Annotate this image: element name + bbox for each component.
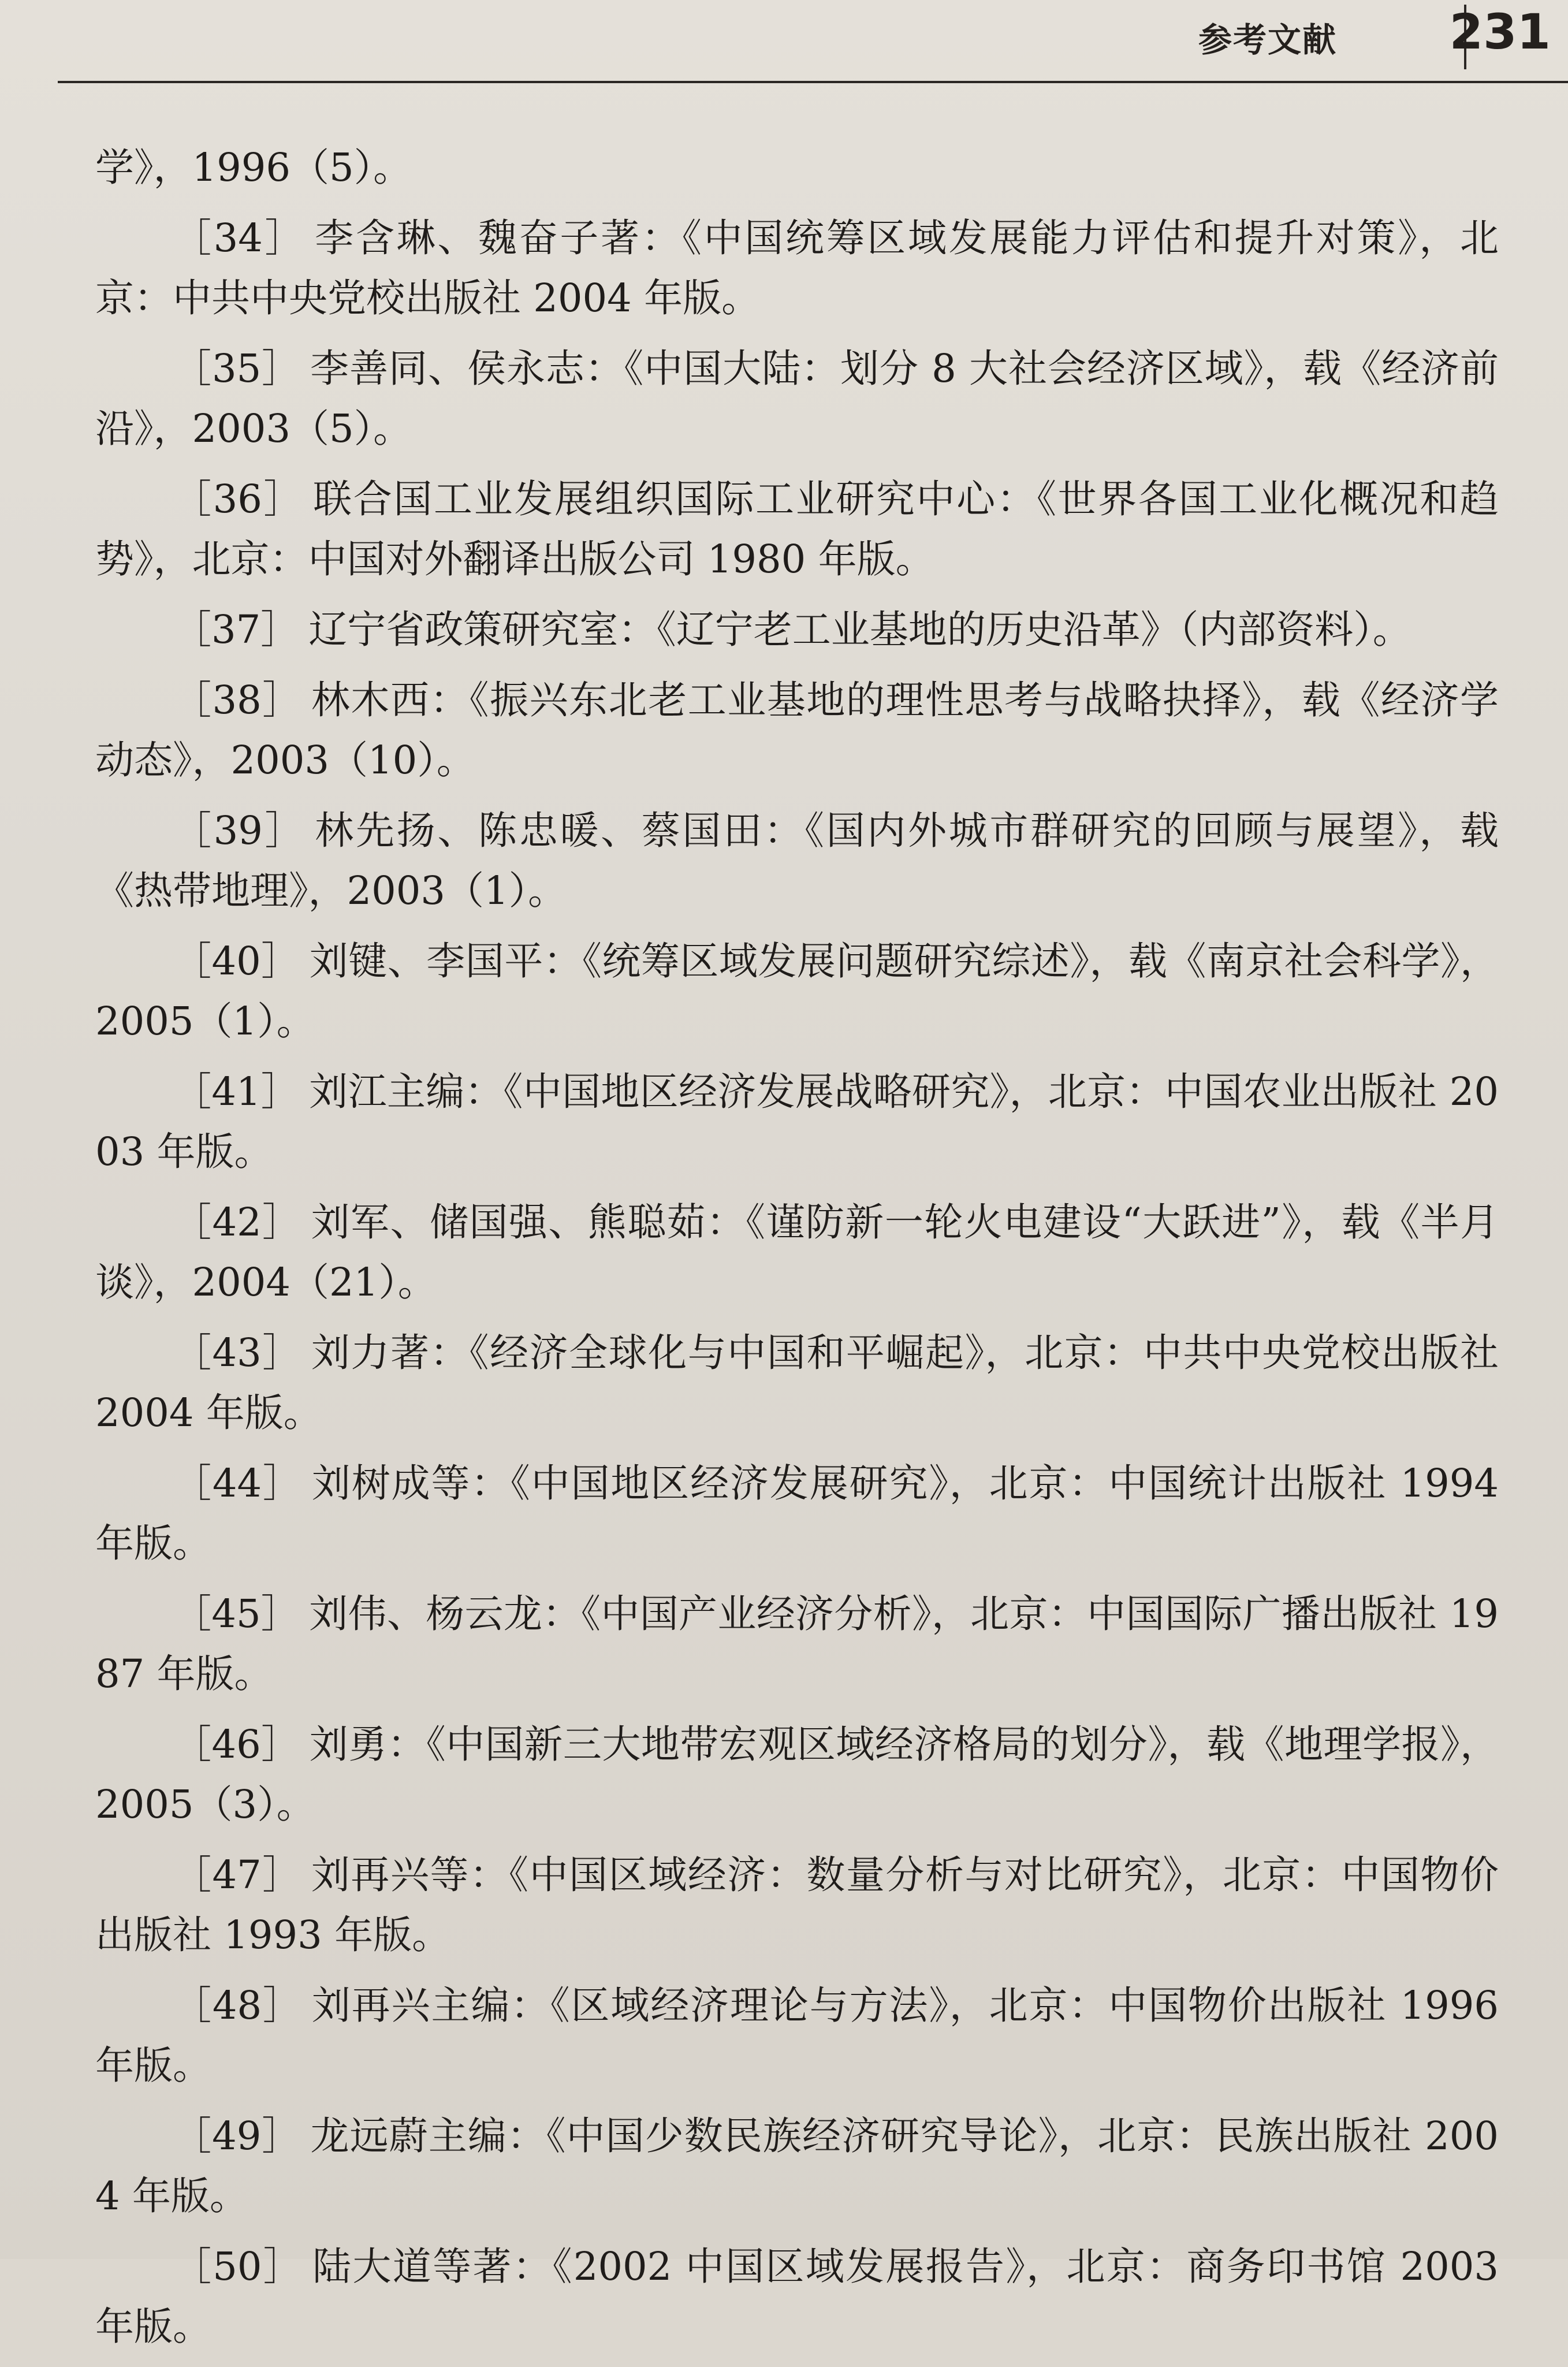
reference-text: 李含琳、魏奋子著：《中国统筹区域发展能力评估和提升对策》，北京：中共中央党校出版社 2004 年版。 [95, 215, 1499, 321]
reference-item [95, 1323, 1499, 1443]
reference-item [95, 801, 1499, 921]
reference-text: 刘再兴主编：《区域经济理论与方法》，北京：中国物价出版社 1996 年版。 [95, 1983, 1499, 2088]
header-rule [58, 81, 1568, 83]
page-header [58, 0, 1568, 95]
reference-number: ［36］ [173, 477, 304, 522]
reference-item [95, 1453, 1499, 1573]
reference-number: ［42］ [173, 1200, 302, 1245]
reference-text: 李善同、侯永志：《中国大陆：划分 8 大社会经济区域》，载《经济前沿》，2003（5）。 [95, 346, 1499, 451]
reference-text: 刘力著：《经济全球化与中国和平崛起》，北京：中共中央党校出版社 2004 年版。 [95, 1330, 1499, 1435]
reference-number: ［34］ [173, 215, 306, 260]
reference-item [95, 1975, 1499, 2096]
reference-text: 刘再兴等：《中国区域经济：数量分析与对比研究》，北京：中国物价出版社 1993 年版。 [95, 1852, 1499, 1957]
reference-item [95, 1714, 1499, 1834]
reference-number: ［40］ [173, 939, 300, 984]
reference-text: 联合国工业发展组织国际工业研究中心：《世界各国工业化概况和趋势》，北京：中国对外翻译出版公司 1980 年版。 [95, 477, 1499, 582]
reference-item [95, 931, 1499, 1051]
reference-text: 刘军、储国强、熊聪茹：《谨防新一轮火电建设“大跃进”》，载《半月谈》，2004（21）。 [95, 1200, 1499, 1305]
reference-item [95, 2236, 1499, 2357]
reference-item [95, 137, 1499, 198]
reference-list [95, 137, 1499, 2367]
reference-text: 林木西：《振兴东北老工业基地的理性思考与战略抉择》，载《经济学动态》，2003（10）。 [95, 678, 1499, 783]
reference-text: 刘勇：《中国新三大地带宏观区域经济格局的划分》，载《地理学报》，2005（3）。 [95, 1722, 1499, 1827]
reference-text: 龙远蔚主编：《中国少数民族经济研究导论》，北京：民族出版社 2004 年版。 [95, 2113, 1499, 2219]
reference-item [95, 670, 1499, 790]
reference-number: ［46］ [173, 1722, 300, 1767]
reference-item [95, 208, 1499, 328]
reference-text: 陆大道等著：《2002 中国区域发展报告》，北京：商务印书馆 2003 年版。 [95, 2244, 1499, 2349]
reference-number: ［45］ [173, 1591, 300, 1636]
reference-item [95, 469, 1499, 589]
reference-item [95, 1062, 1499, 1182]
reference-text: 学》，1996（5）。 [95, 145, 412, 190]
reference-number: ［50］ [173, 2244, 304, 2289]
page-number: 231 [1449, 3, 1551, 60]
reference-number: ［48］ [173, 1983, 303, 2028]
reference-item [95, 600, 1499, 660]
reference-text: 辽宁省政策研究室：《辽宁老工业基地的历史沿革》（内部资料）。 [308, 607, 1411, 652]
reference-text: 刘伟、杨云龙：《中国产业经济分析》，北京：中国国际广播出版社 1987 年版。 [95, 1591, 1499, 1696]
reference-text: 林先扬、陈忠暖、蔡国田：《国内外城市群研究的回顾与展望》，载《热带地理》，2003（1）。 [95, 808, 1499, 913]
reference-number: ［35］ [173, 346, 301, 391]
running-head: 参考文献 [1198, 20, 1337, 59]
reference-number: ［37］ [173, 607, 300, 652]
reference-number: ［49］ [173, 2113, 301, 2158]
reference-number: ［47］ [173, 1852, 302, 1897]
reference-item [95, 1845, 1499, 1965]
reference-number: ［38］ [173, 678, 302, 723]
reference-number: ［43］ [173, 1330, 302, 1375]
reference-text: 刘键、李国平：《统筹区域发展问题研究综述》，载《南京社会科学》，2005（1）。 [95, 939, 1499, 1044]
reference-number: ［41］ [173, 1069, 300, 1114]
reference-item [95, 338, 1499, 459]
reference-number: ［39］ [173, 808, 306, 853]
reference-item [95, 1192, 1499, 1312]
reference-text: 刘树成等：《中国地区经济发展研究》，北京：中国统计出版社 1994 年版。 [95, 1461, 1499, 1566]
reference-number: ［44］ [173, 1461, 303, 1506]
reference-item [95, 1584, 1499, 1704]
reference-text: 刘江主编：《中国地区经济发展战略研究》，北京：中国农业出版社 2003 年版。 [95, 1069, 1499, 1174]
reference-item [95, 2106, 1499, 2226]
